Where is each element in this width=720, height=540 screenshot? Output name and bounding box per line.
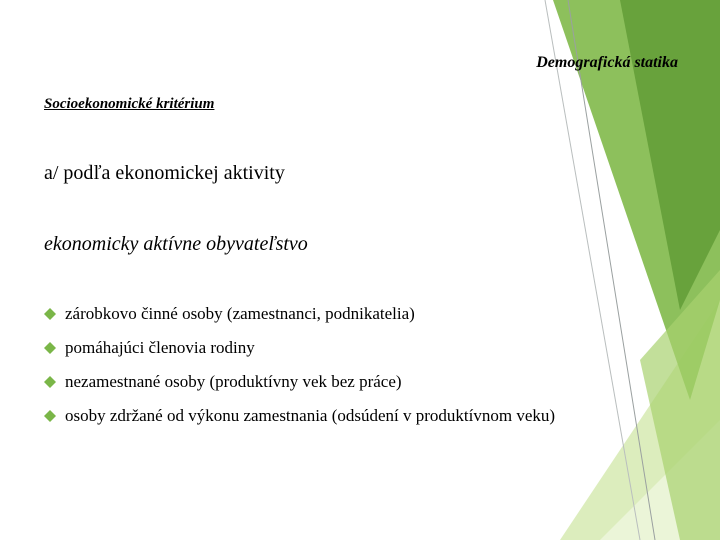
list-item (44, 403, 555, 437)
diamond-bullet-icon (44, 410, 56, 422)
list-item-text: nezamestnané osoby (produktívny vek bez práce) (65, 372, 402, 391)
list-item (44, 335, 555, 369)
list-item-text: zárobkovo činné osoby (zamestnanci, podnikatelia) (65, 304, 415, 323)
slide-subheading: ekonomicky aktívne obyvateľstvo (44, 233, 308, 255)
diamond-bullet-icon (44, 308, 56, 320)
subtitle: Socioekonomické kritérium (44, 96, 215, 112)
list-item (44, 301, 555, 335)
list-item-text: osoby zdržané od výkonu zamestnania (odsúdení v produktívnom veku) (65, 406, 556, 425)
bullet-list (44, 301, 555, 437)
diamond-bullet-icon (44, 342, 56, 354)
header-title: Demografická statika (536, 54, 678, 71)
list-item (44, 369, 555, 403)
list-item-text: pomáhajúci členovia rodiny (65, 338, 255, 357)
slide-heading: a/ podľa ekonomickej aktivity (44, 162, 285, 184)
diamond-bullet-icon (44, 376, 56, 388)
